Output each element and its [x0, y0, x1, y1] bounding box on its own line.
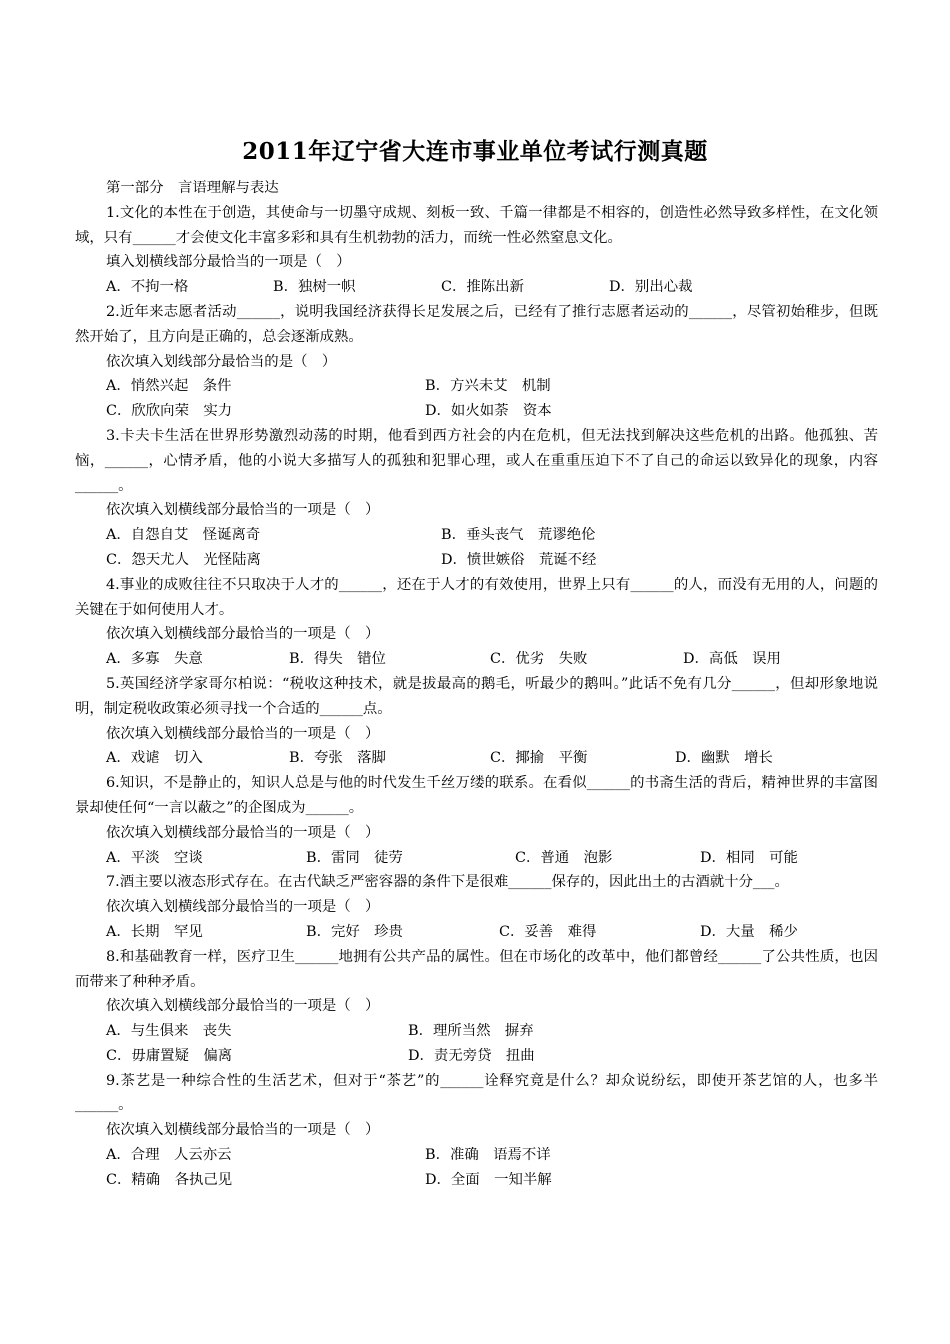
question-stem: 9.茶艺是一种综合性的生活艺术，但对于“茶艺”的______诠释究竟是什么？却众说纷纭，即使开茶艺馆的人，也多半______。 — [75, 1072, 878, 1114]
option-b: B．理所当然 摒弃 — [408, 1023, 534, 1040]
options-row — [75, 1019, 878, 1044]
option-b: B．独树一帜 — [273, 279, 356, 296]
options-row — [75, 647, 878, 672]
option-b: B．得失 错位 — [289, 651, 386, 668]
options-row — [75, 275, 878, 300]
question-7 — [75, 870, 878, 944]
question-prompt: 依次填入划线部分最恰当的是（ ） — [106, 353, 337, 370]
option-c: C．推陈出新 — [441, 279, 524, 296]
option-a: A．长期 罕见 — [106, 923, 203, 940]
option-d: D．愤世嫉俗 荒诞不经 — [441, 551, 597, 568]
option-b: B．完好 珍贵 — [306, 923, 403, 940]
question-prompt: 依次填入划横线部分最恰当的一项是（ ） — [106, 899, 380, 916]
options-row — [75, 523, 878, 548]
option-d: D．责无旁贷 扭曲 — [408, 1047, 535, 1064]
question-stem: 6.知识，不是静止的，知识人总是与他的时代发生千丝万缕的联系。在看似______的书斋生活的背后，精神世界的丰富图景却使任何“一言以蔽之”的企图成为______。 — [75, 775, 878, 816]
question-prompt: 依次填入划横线部分最恰当的一项是（ ） — [106, 824, 380, 841]
question-prompt: 依次填入划横线部分最恰当的一项是（ ） — [106, 502, 380, 519]
question-8 — [75, 945, 878, 1069]
question-prompt: 依次填入划横线部分最恰当的一项是（ ） — [106, 1122, 380, 1139]
option-d: D．如火如荼 资本 — [425, 403, 552, 420]
question-3 — [75, 424, 878, 573]
option-c: C．揶揄 平衡 — [490, 750, 588, 767]
options-row — [75, 1143, 878, 1168]
section-heading: 第一部分 言语理解与表达 — [106, 180, 279, 196]
option-b: B．方兴未艾 机制 — [425, 378, 551, 395]
page-title: 2011年辽宁省大连市事业单位考试行测真题 — [242, 138, 708, 165]
option-c: C．毋庸置疑 偏离 — [106, 1047, 233, 1064]
option-a: A．不拘一格 — [106, 279, 189, 296]
option-c: C．普通 泡影 — [515, 849, 613, 866]
question-prompt: 填入划横线部分最恰当的一项是（ ） — [106, 254, 351, 271]
question-5 — [75, 672, 878, 771]
option-b: B．夸张 落脚 — [289, 750, 386, 767]
option-b: B．垂头丧气 荒谬绝伦 — [441, 527, 596, 544]
option-a: A．与生俱来 丧失 — [106, 1023, 232, 1040]
option-a: A．平淡 空谈 — [106, 849, 203, 866]
question-stem: 4.事业的成败往往不只取决于人才的______，还在于人才的有效使用，世界上只有______的人，而没有无用的人，问题的关键在于如何使用人才。 — [75, 576, 878, 618]
options-row — [75, 920, 878, 945]
options-row — [75, 746, 878, 771]
option-c: C．精确 各执己见 — [106, 1171, 233, 1188]
question-1 — [75, 201, 878, 300]
option-d: D．大量 稀少 — [700, 923, 798, 940]
option-d: D．高低 误用 — [683, 651, 781, 668]
option-a: A．自怨自艾 怪诞离奇 — [106, 527, 261, 544]
question-stem: 2.近年来志愿者活动______，说明我国经济获得长足发展之后，已经有了推行志愿者运动的______，尽管初始稚步，但既然开始了，且方向是正确的，总会逐渐成熟。 — [75, 303, 878, 345]
option-c: C．妥善 难得 — [499, 923, 597, 940]
option-b: B．雷同 徒劳 — [306, 849, 403, 866]
question-2 — [75, 300, 878, 424]
question-stem: 5.英国经济学家哥尔柏说：“税收这种技术，就是拔最高的鹅毛，听最少的鹅叫。”此话不免有几分______，但却形象地说明，制定税收政策必须寻找一个合适的______点。 — [75, 675, 878, 717]
option-b: B．准确 语焉不详 — [425, 1147, 551, 1164]
options-row — [75, 1168, 878, 1193]
options-row — [75, 846, 878, 871]
question-stem: 1.文化的本性在于创造，其使命与一切墨守成规、刻板一致、千篇一律都是不相容的，创造性必然导致多样性，在文化领域，只有______才会使文化丰富多彩和具有生机勃勃的活力，而统一性必然窒息文化。 — [75, 204, 878, 246]
option-c: C．怨天尤人 光怪陆离 — [106, 551, 261, 568]
question-stem: 3.卡夫卡生活在世界形势激烈动荡的时期，他看到西方社会的内在危机，但无法找到解决这些危机的出路。他孤独、苦恼，______，心情矛盾，他的小说大多描写人的孤独和犯罪心理，或人在重重压迫下不了自己的命运以致异化的现象，内容______。 — [75, 427, 878, 494]
question-stem: 7.酒主要以液态形式存在。在古代缺乏严密容器的条件下是很难______保存的，因此出土的古酒就十分___。 — [106, 874, 789, 891]
options-row — [75, 548, 878, 573]
option-c: C．欣欣向荣 实力 — [106, 403, 233, 420]
options-row — [75, 399, 878, 424]
option-c: C．优劣 失败 — [490, 651, 588, 668]
option-d: D．相同 可能 — [700, 849, 798, 866]
option-a: A．戏谑 切入 — [106, 750, 203, 767]
question-prompt: 依次填入划横线部分最恰当的一项是（ ） — [106, 626, 380, 643]
question-stem: 8.和基础教育一样，医疗卫生______地拥有公共产品的属性。但在市场化的改革中，他们都曾经______了公共性质，也因而带来了种种矛盾。 — [75, 948, 878, 990]
option-a: A．悄然兴起 条件 — [106, 378, 232, 395]
document-body — [75, 176, 878, 1193]
question-prompt: 依次填入划横线部分最恰当的一项是（ ） — [106, 998, 380, 1015]
option-a: A．多寡 失意 — [106, 651, 203, 668]
question-4 — [75, 573, 878, 672]
option-d: D．幽默 增长 — [675, 750, 773, 767]
option-a: A．合理 人云亦云 — [106, 1147, 232, 1164]
option-d: D．别出心裁 — [609, 279, 693, 296]
option-d: D．全面 一知半解 — [425, 1171, 552, 1188]
question-9 — [75, 1069, 878, 1193]
options-row — [75, 374, 878, 399]
question-6 — [75, 771, 878, 870]
options-row — [75, 1044, 878, 1069]
question-prompt: 依次填入划横线部分最恰当的一项是（ ） — [106, 725, 380, 742]
